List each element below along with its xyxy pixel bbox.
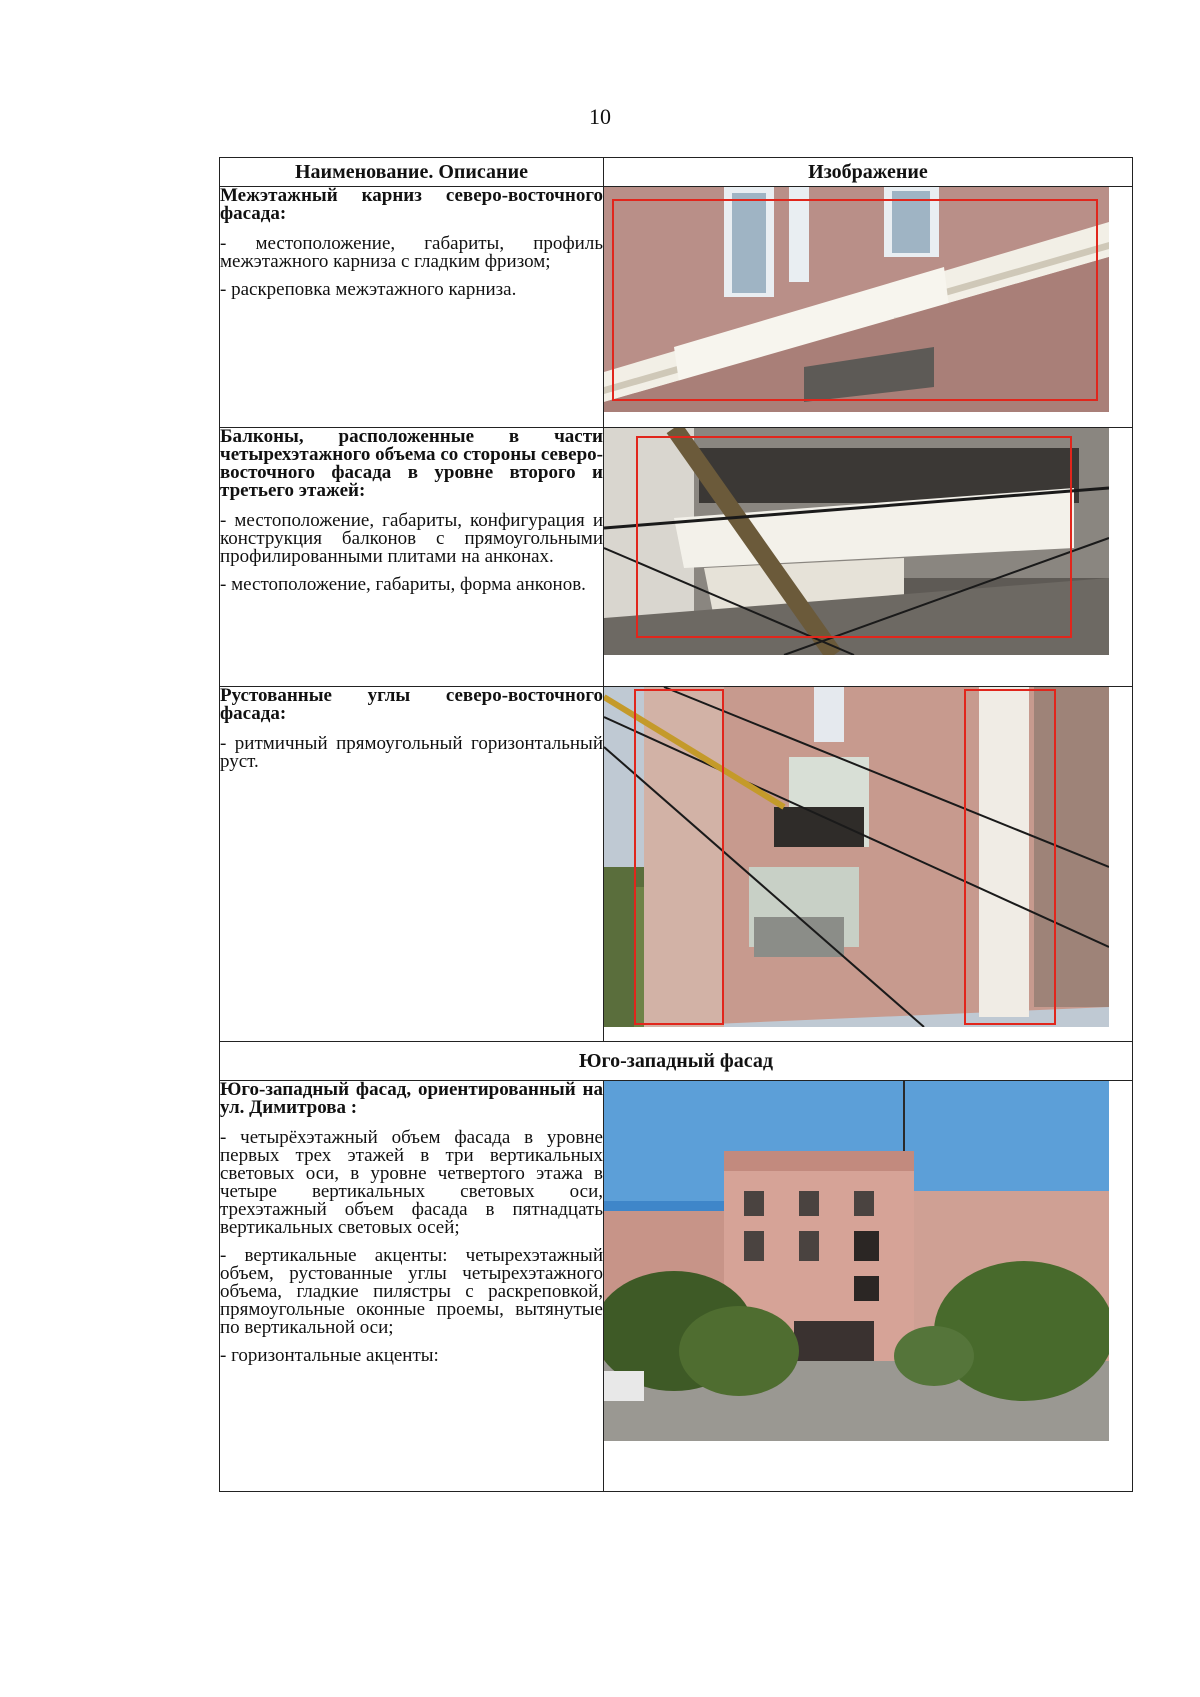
row-title: Юго-западный фасад, ориентированный на ул. Димитрова : [220, 1079, 603, 1118]
row-image-cell [604, 428, 1133, 687]
table-row [220, 428, 1133, 687]
row-image-cell [604, 1081, 1133, 1492]
row-paragraph: - горизонтальные акценты: [220, 1345, 439, 1366]
highlight-box [612, 199, 1098, 401]
row-paragraph: - ритмичный прямоугольный горизонтальный руст. [220, 733, 603, 772]
row-title: Рустованные углы северо-восточного фасада: [220, 685, 603, 724]
row-paragraph: - местоположение, габариты, форма анконов. [220, 574, 586, 595]
highlight-box [964, 689, 1056, 1025]
photo-southwest-facade [604, 1081, 1109, 1441]
row-image-cell [604, 687, 1133, 1042]
table-header-row [220, 158, 1133, 187]
row-paragraph: - раскреповка межэтажного карниза. [220, 279, 517, 300]
heritage-table [219, 157, 1133, 1492]
table-row [220, 187, 1133, 428]
section-header-row [220, 1042, 1133, 1081]
table-row [220, 1081, 1133, 1492]
row-title: Межэтажный карниз северо-восточного фасада: [220, 185, 603, 224]
row-paragraph: - вертикальные акценты: четырехэтажный объем, рустованные углы четырехэтажного объема, гладкие пилястры с раскреповкой, прямоугольные оконные проемы, вытянутые по вертикальной оси; [220, 1245, 603, 1338]
row-description [220, 428, 604, 687]
page-number: 10 [589, 104, 611, 129]
photo-rusticated-corners [604, 687, 1109, 1027]
header-image: Изображение [604, 158, 1133, 187]
table-row [220, 687, 1133, 1042]
row-paragraph: - местоположение, габариты, профиль межэтажного карниза с гладким фризом; [220, 233, 603, 272]
highlight-box [634, 689, 724, 1025]
row-description [220, 187, 604, 428]
row-description [220, 1081, 604, 1492]
photo-balconies [604, 428, 1109, 655]
row-image-cell [604, 187, 1133, 428]
header-description: Наименование. Описание [220, 158, 604, 187]
row-paragraph: - четырёхэтажный объем фасада в уровне первых трех этажей в три вертикальных световых оси, в уровне четвертого этажа в четыре вертикальных световых оси, трехэтажный объем фасада в пятнадцать вертикальных световых осей; [220, 1127, 603, 1238]
row-paragraph: - местоположение, габариты, конфигурация и конструкция балконов с прямоугольными профилированными плитами на анконах. [220, 510, 603, 567]
row-title: Балконы, расположенные в части четырехэтажного объема со стороны северо-восточного фасада в уровне второго и третьего этажей: [220, 426, 603, 501]
row-description [220, 687, 604, 1042]
photo-cornice [604, 187, 1109, 412]
highlight-box [636, 436, 1072, 638]
section-title: Юго-западный фасад [220, 1042, 1133, 1081]
